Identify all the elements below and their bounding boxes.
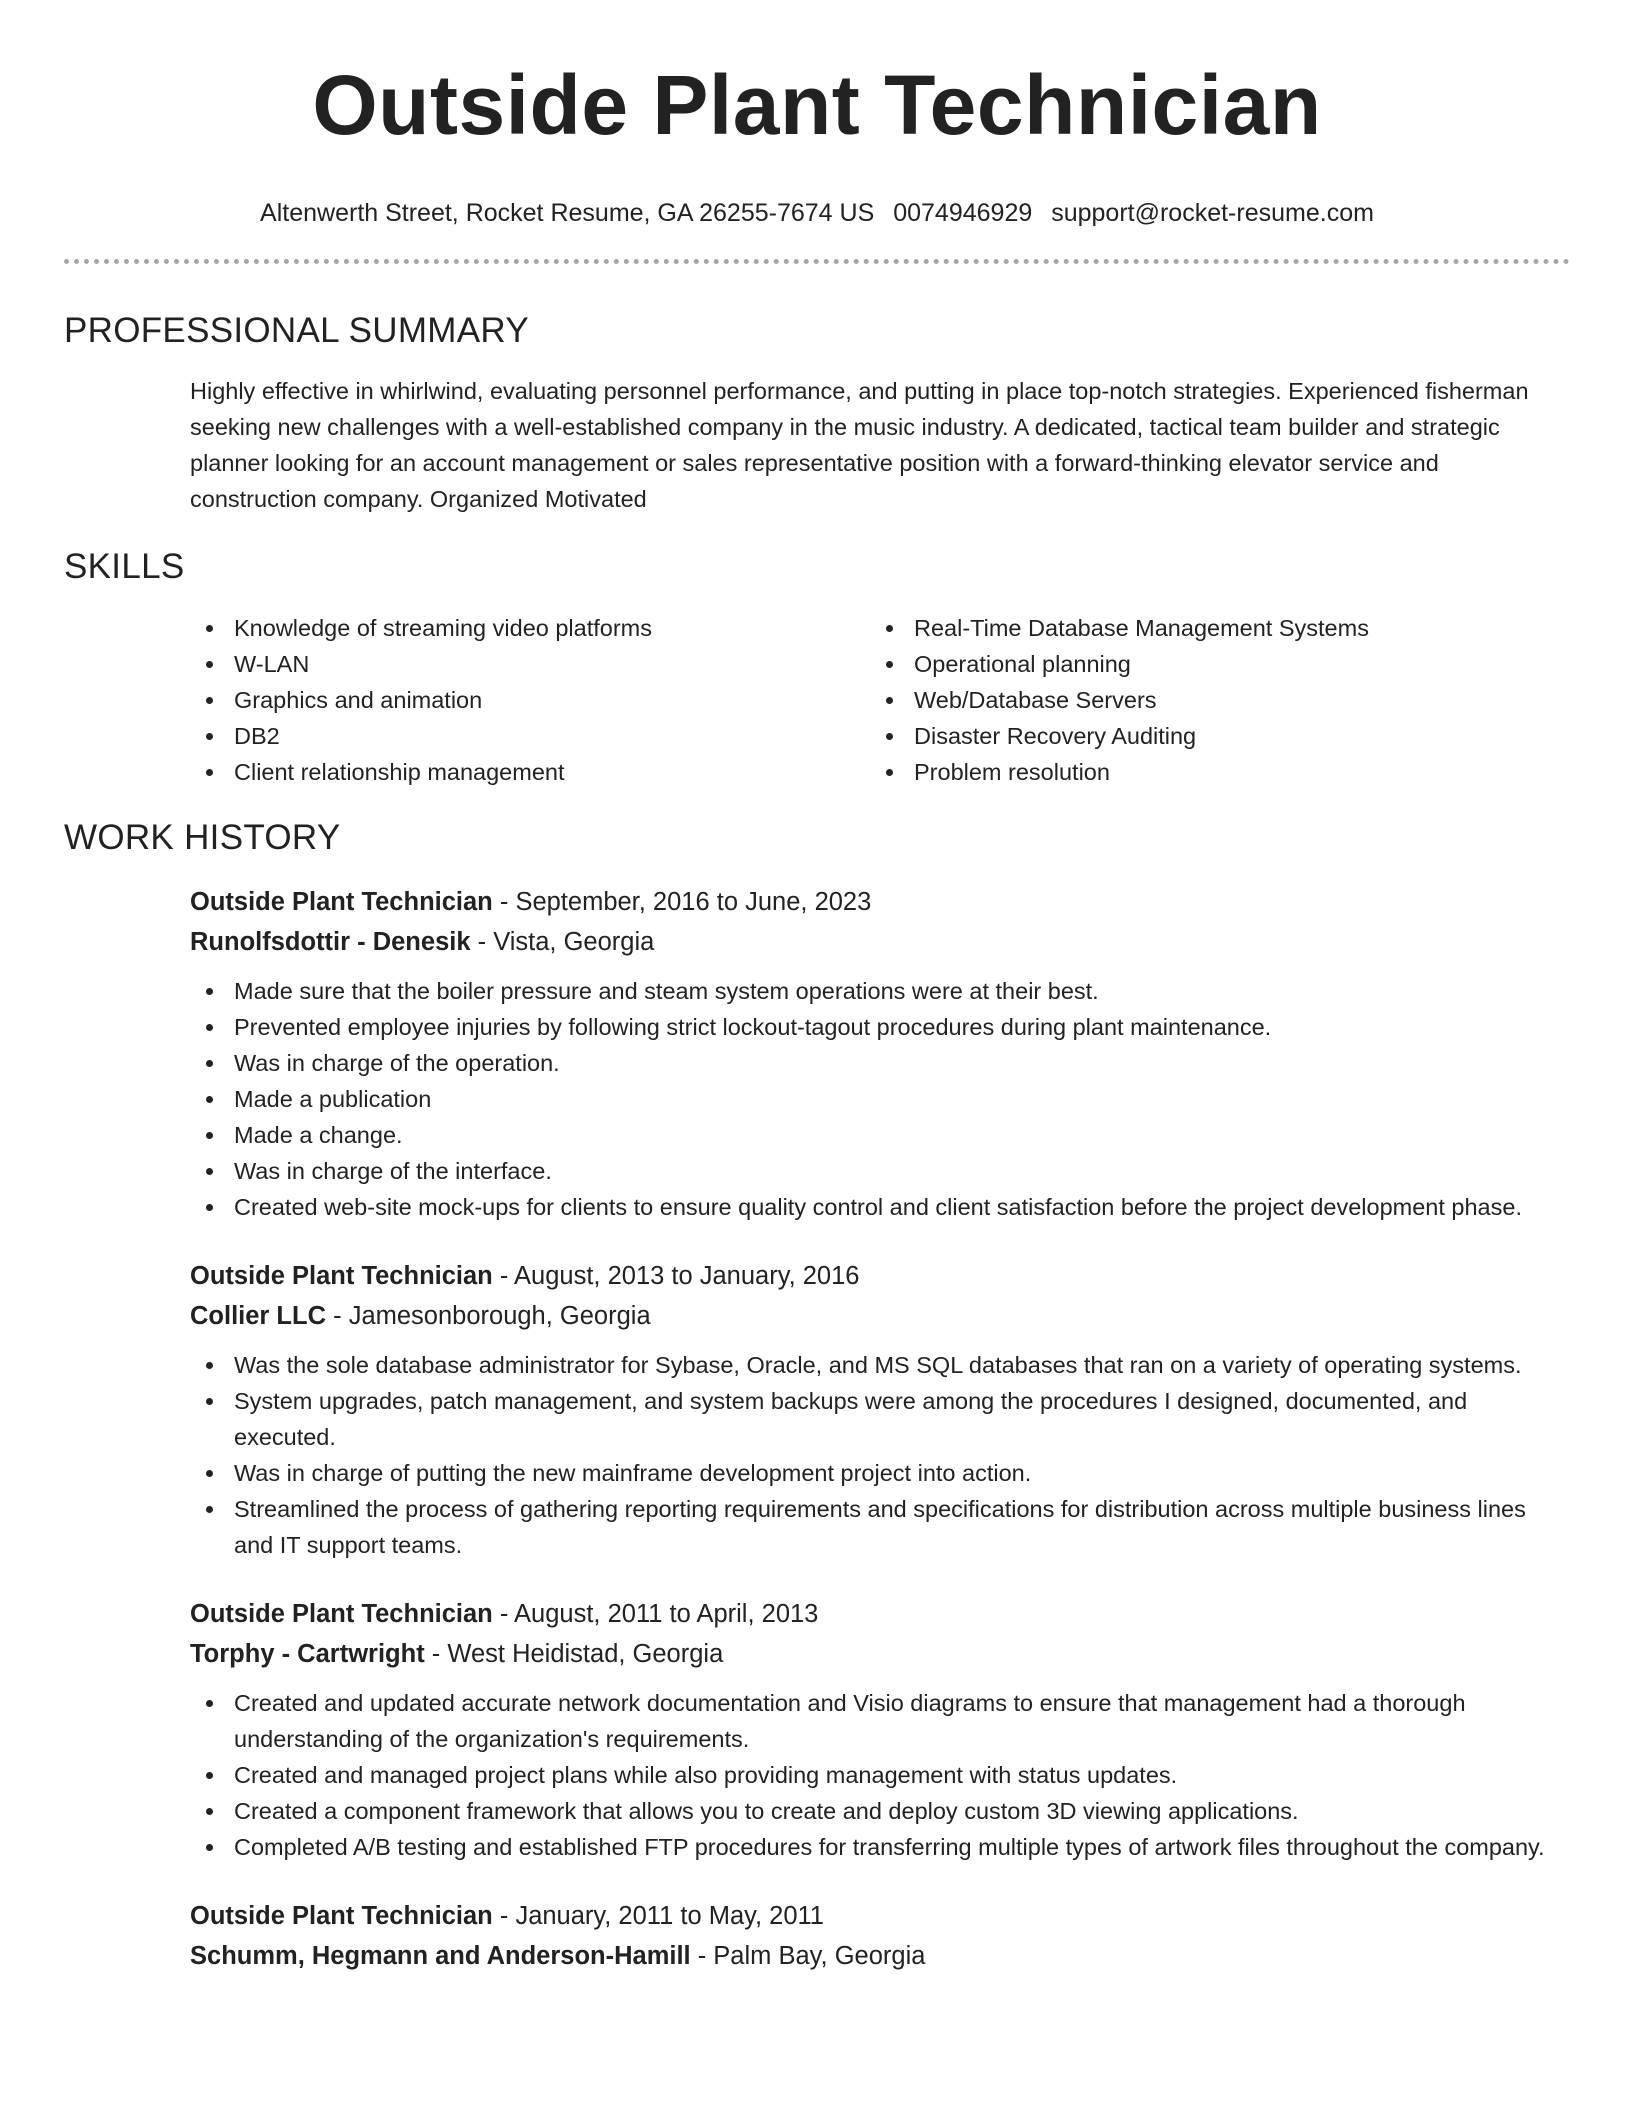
separator: - [499,1902,516,1930]
job-entry [190,883,1570,1225]
skills-list [190,610,1570,790]
separator: - [499,1262,515,1290]
skill-item: Knowledge of streaming video platforms [190,610,870,646]
contact-phone: 0074946929 [893,199,1033,227]
separator: - [697,1942,714,1970]
job-bullet: Prevented employee injuries by following strict lockout-tagout procedures during plant maintenance. [190,1009,1570,1045]
job-title-line [190,883,1570,921]
job-entry [190,1257,1570,1563]
job-bullet: Created and managed project plans while also providing management with status updates. [190,1757,1570,1793]
job-bullet: Made a publication [190,1081,1570,1117]
job-entry [190,1897,1570,1975]
separator: - [499,1600,515,1628]
skill-item: Client relationship management [190,754,870,790]
job-location: Jamesonborough, Georgia [348,1302,651,1330]
separator: - [431,1640,448,1668]
skill-item: Graphics and animation [190,682,870,718]
contact-email: support@rocket-resume.com [1051,199,1374,227]
skill-item: Real-Time Database Management Systems [870,610,1550,646]
job-title-line [190,1595,1570,1633]
job-location: Palm Bay, Georgia [713,1942,926,1970]
separator: - [477,928,494,956]
job-company: Runolfsdottir - Denesik [190,928,471,956]
job-title: Outside Plant Technician [190,1902,493,1930]
job-dates: August, 2011 to April, 2013 [514,1600,819,1628]
job-company-line [190,923,1570,961]
resume-name: Outside Plant Technician [312,58,1322,152]
job-location: Vista, Georgia [493,928,655,956]
job-title-line [190,1257,1570,1295]
job-company: Schumm, Hegmann and Anderson-Hamill [190,1942,691,1970]
skill-item: Disaster Recovery Auditing [870,718,1550,754]
job-dates: January, 2011 to May, 2011 [515,1902,824,1930]
job-company: Torphy - Cartwright [190,1640,425,1668]
job-company-line [190,1635,1570,1673]
job-bullets [190,1347,1570,1563]
job-dates: August, 2013 to January, 2016 [514,1262,860,1290]
job-bullet: Created web-site mock-ups for clients to ensure quality control and client satisfaction before the project development phase. [190,1189,1570,1225]
summary-text: Highly effective in whirlwind, evaluating personnel performance, and putting in place top-notch strategies. Experienced fisherman seeking new challenges with a well-established company in the music industry. A dedicated, tactical team builder and strategic planner looking for an account management or sales representative position with a forward-thinking elevator service and construction company. Organized Motivated [190,378,1529,512]
job-bullet: Made a change. [190,1117,1570,1153]
job-dates: September, 2016 to June, 2023 [515,888,872,916]
contact-address: Altenwerth Street, Rocket Resume, GA 26255-7674 US [260,199,875,227]
job-location: West Heidistad, Georgia [447,1640,724,1668]
job-company-line [190,1937,1570,1975]
job-bullet: Made sure that the boiler pressure and steam system operations were at their best. [190,973,1570,1009]
skills-column-left [190,610,870,790]
job-bullet: Was in charge of putting the new mainframe development project into action. [190,1455,1570,1491]
contact-line [64,197,1570,229]
job-bullet: Streamlined the process of gathering reporting requirements and specifications for distribution across multiple business lines and IT support teams. [190,1491,1570,1563]
section-title-work-history: WORK HISTORY [64,818,341,857]
job-company-line [190,1297,1570,1335]
job-bullet: Was the sole database administrator for Sybase, Oracle, and MS SQL databases that ran on a variety of operating systems. [190,1347,1570,1383]
job-bullet: Completed A/B testing and established FTP procedures for transferring multiple types of artwork files throughout the company. [190,1829,1570,1865]
job-bullet: Was in charge of the operation. [190,1045,1570,1081]
skill-item: W-LAN [190,646,870,682]
job-bullets [190,1685,1570,1865]
skills-column-right [870,610,1550,790]
job-company: Collier LLC [190,1302,327,1330]
job-title-line [190,1897,1570,1935]
skill-item: DB2 [190,718,870,754]
section-title-skills: SKILLS [64,547,185,586]
section-title-summary: PROFESSIONAL SUMMARY [64,311,529,350]
job-bullet: System upgrades, patch management, and system backups were among the procedures I designed, documented, and executed. [190,1383,1570,1455]
job-bullet: Was in charge of the interface. [190,1153,1570,1189]
header-divider [64,259,1570,264]
job-title: Outside Plant Technician [190,888,493,916]
separator: - [499,888,516,916]
job-bullet: Created and updated accurate network documentation and Visio diagrams to ensure that management had a thorough understanding of the organization's requirements. [190,1685,1570,1757]
job-bullets [190,973,1570,1225]
skill-item: Operational planning [870,646,1550,682]
separator: - [333,1302,349,1330]
skill-item: Problem resolution [870,754,1550,790]
job-title: Outside Plant Technician [190,1600,493,1628]
job-bullet: Created a component framework that allows you to create and deploy custom 3D viewing applications. [190,1793,1570,1829]
skill-item: Web/Database Servers [870,682,1550,718]
job-title: Outside Plant Technician [190,1262,493,1290]
job-entry [190,1595,1570,1865]
